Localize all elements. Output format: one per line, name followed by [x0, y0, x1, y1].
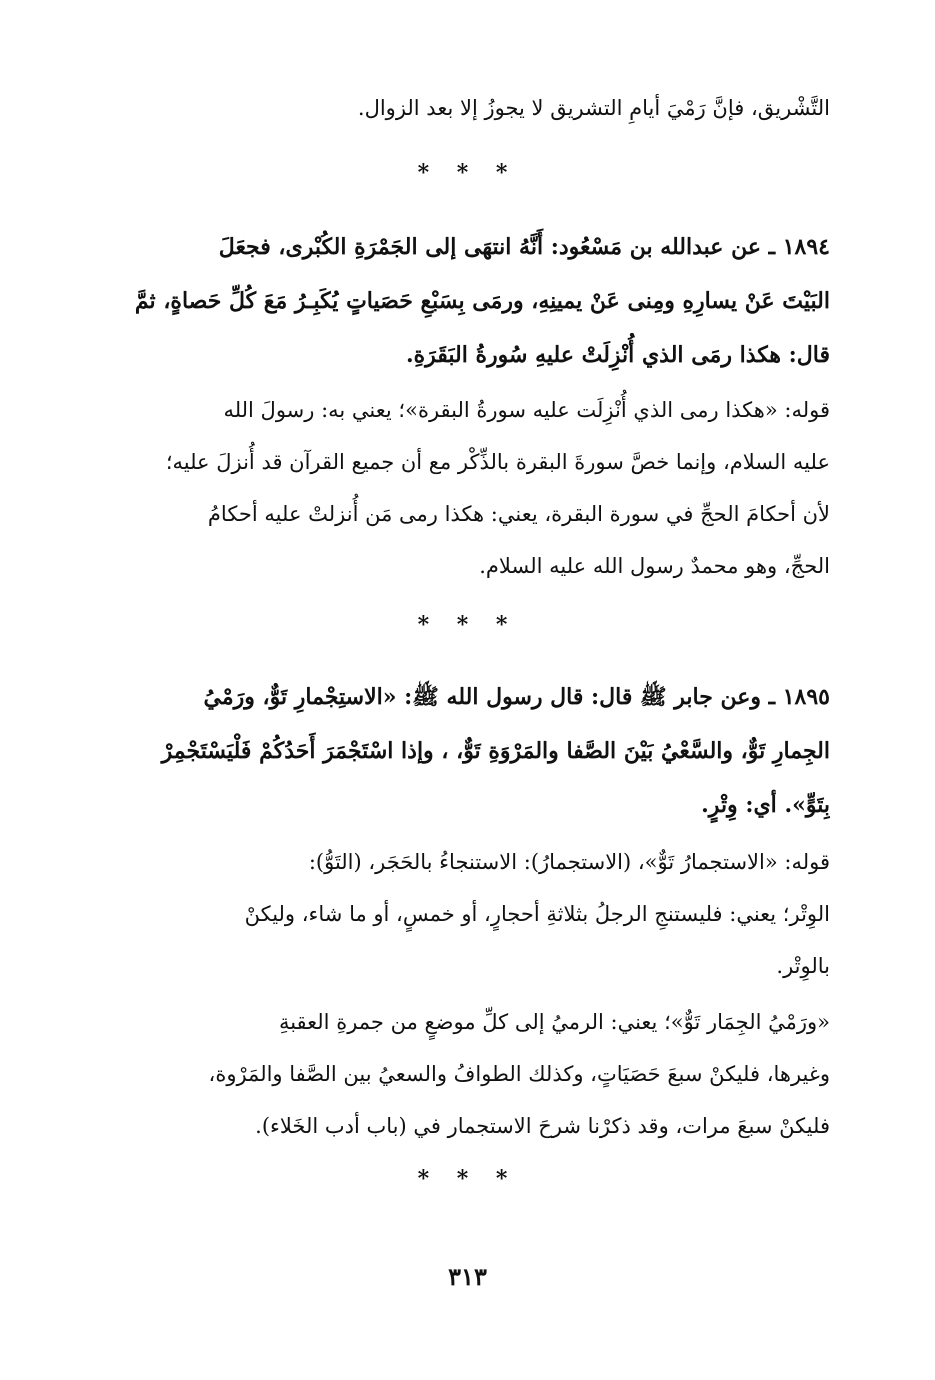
section-separator: * * *: [417, 612, 518, 638]
text-line: قوله: «هكذا رمى الذي أُنْزِلَت عليه سورةُ البقرة»؛ يعني به: رسولَ الله: [223, 398, 830, 422]
commentary-1895-b: [108, 996, 830, 1152]
section-separator: * * *: [417, 1166, 518, 1192]
text-line: قال: هكذا رمَى الذي أُنْزِلَتْ عليهِ سُورةُ البَقَرَةِ.: [405, 342, 830, 368]
text-line: بِتَوٍّ». أي: وِتْرٍ.: [701, 792, 830, 818]
text-line: فليكنْ سبعَ مرات، وقد ذكرْنا شرحَ الاستجمار في (باب أدب الخَلاء).: [255, 1114, 830, 1138]
text-line: لأن أحكامَ الحجِّ في سورة البقرة، يعني: هكذا رمى مَن أُنزلتْ عليه أحكامُ: [207, 502, 830, 526]
text-line: ١٨٩٤ ـ عن عبدالله بن مَسْعُود: أَنَّهُ انتهَى إلى الجَمْرَةِ الكُبْرى، فجعَلَ: [218, 234, 830, 260]
text-line: الحجِّ، وهو محمدٌ رسول الله عليه السلام.: [479, 554, 830, 578]
commentary-1894: [108, 384, 830, 592]
section-separator: * * *: [417, 160, 518, 186]
text-line: الجِمارِ تَوٌّ، والسَّعْيُ بَيْنَ الصَّفا والمَرْوَةِ تَوٌّ، ، وإذا اسْتَجْمَرَ أَحَدُكُمْ فَلْيَسْتَجْمِرْ: [161, 738, 830, 764]
hadith-1894: [108, 220, 830, 382]
text-line: عليه السلام، وإنما خصَّ سورةَ البقرة بالذِّكْر مع أن جميع القرآن قد أُنزلَ عليه؛: [165, 450, 830, 474]
text-line: التَّشْريق، فإنَّ رَمْيَ أيامِ التشريق لا يجوزُ إلا بعد الزوال.: [357, 96, 830, 120]
text-line: وغيرها، فليكنْ سبعَ حَصَيَاتٍ، وكذلك الطوافُ والسعيُ بين الصَّفا والمَرْوة،: [208, 1062, 830, 1086]
text-line: ١٨٩٥ ـ وعن جابر ﷺ قال: قال رسول الله ﷺ: «الاستِجْمارِ تَوٌّ، ورَمْيُ: [203, 684, 830, 710]
text-line: «ورَمْيُ الجِمَار تَوٌّ»؛ يعني: الرميُ إلى كلِّ موضعٍ من جمرةِ العقبةِ: [278, 1010, 830, 1034]
text-line: بالوِتْر.: [776, 954, 830, 978]
intro-paragraph: [108, 82, 830, 134]
text-line: البَيْتَ عَنْ يسارِهِ ومِنى عَنْ يمينِهِ، ورمَى بِسَبْعِ حَصَياتٍ يُكَبِـرُ مَعَ كُلِّ حَصاةٍ، ثمَّ: [134, 288, 830, 314]
page-number: ٣١٣: [448, 1262, 487, 1291]
text-line: الوِتْر؛ يعني: فليستنجِ الرجلُ بثلاثةِ أحجارٍ، أو خمسٍ، أو ما شاء، وليكنْ: [244, 902, 830, 926]
text-line: قوله: «الاستجمارُ تَوٌّ»، (الاستجمارُ): الاستنجاءُ بالحَجَر، (التَوُّ):: [308, 850, 830, 874]
commentary-1895-a: [108, 836, 830, 992]
hadith-1895: [108, 670, 830, 832]
